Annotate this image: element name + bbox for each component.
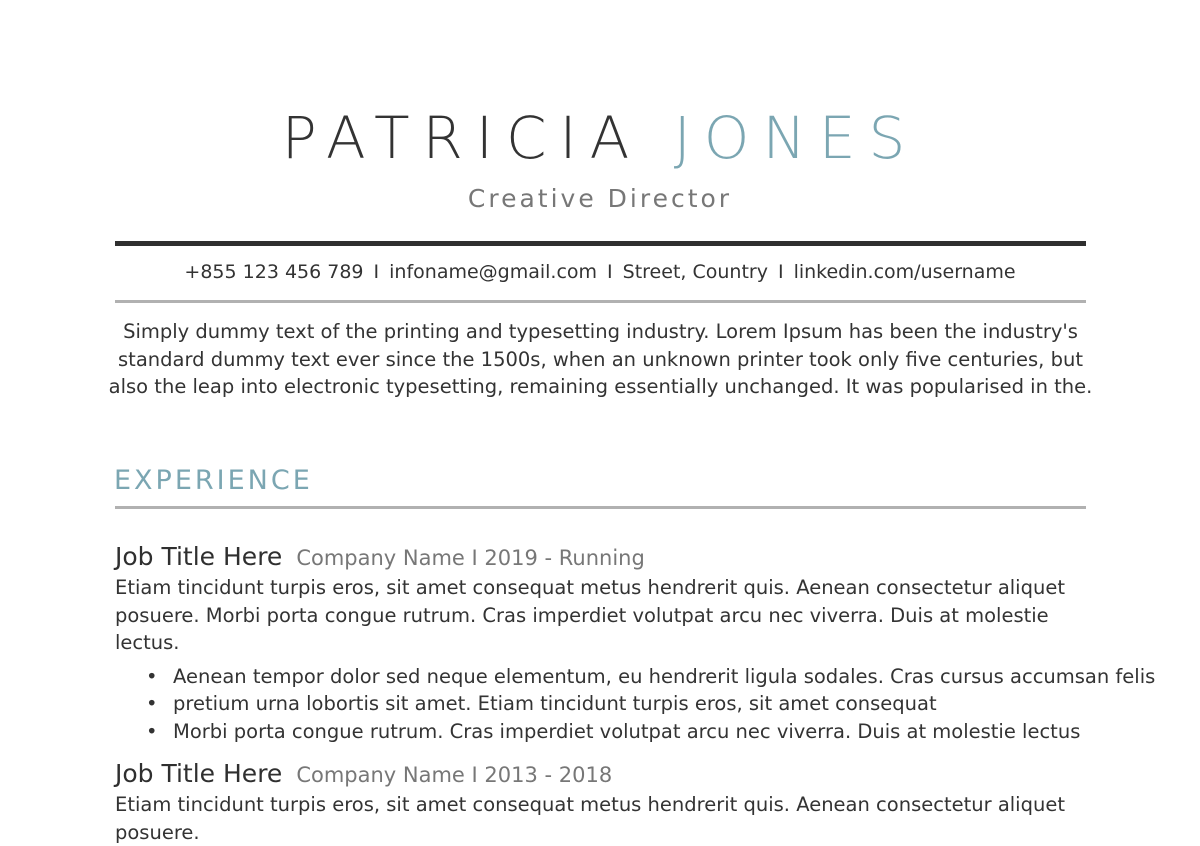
- last-name: JONES: [673, 104, 919, 172]
- job-description: Etiam tincidunt turpis eros, sit amet consequat metus hendrerit quis. Aenean consectetur aliquet posuere. Morbi porta congue rutrum. Cras imperdiet volutpat arcu nec viverra. Duis at molestie lectus.: [115, 576, 1065, 654]
- job-bullet-list: [115, 663, 1156, 746]
- job-role-title: Creative Director: [467, 184, 733, 213]
- job-bullet: [115, 690, 1105, 718]
- job-bullet: [115, 718, 1105, 746]
- job-header: [115, 757, 1105, 794]
- contact-separator: I: [607, 261, 613, 283]
- job-title: Job Title Here: [115, 542, 283, 571]
- job-company: Company Name I 2013 - 2018: [296, 763, 613, 787]
- contact-divider: [115, 300, 1086, 303]
- contact-linkedin: linkedin.com/username: [793, 261, 1016, 283]
- bullet-icon: •: [146, 719, 158, 743]
- contact-separator: I: [373, 261, 380, 283]
- first-name: PATRICIA: [281, 104, 643, 172]
- experience-heading: EXPERIENCE: [114, 465, 313, 496]
- job-bullet-text: Aenean tempor dolor sed neque elementum, eu hendrerit ligula sodales. Cras cursus accumsan felis: [173, 664, 1156, 688]
- contact-email: infoname@gmail.com: [389, 261, 598, 283]
- job-bullet-text: pretium urna lobortis sit amet. Etiam tincidunt turpis eros, sit amet consequat: [173, 692, 937, 715]
- job-entry: [115, 757, 1105, 846]
- job-bullet: [115, 663, 1156, 691]
- header-divider: [115, 241, 1086, 246]
- experience-divider: [115, 506, 1086, 509]
- bullet-icon: •: [146, 692, 158, 715]
- contact-line: [0, 258, 1200, 286]
- profile-summary: Simply dummy text of the printing and typesetting industry. Lorem Ipsum has been the industry's standard dummy text ever since the 1500s, when an unknown printer took only five centuries, but also the leap into electronic typesetting, remaining essentially unchanged. It was popularised in the.: [108, 320, 1093, 398]
- job-entry: [115, 540, 1156, 745]
- bullet-icon: •: [146, 664, 158, 688]
- contact-address: Street, Country: [622, 261, 768, 283]
- job-title: Job Title Here: [115, 759, 283, 788]
- contact-separator: I: [777, 261, 784, 283]
- contact-phone: +855 123 456 789: [184, 261, 364, 283]
- job-header: [115, 540, 1105, 577]
- candidate-name: [0, 103, 1200, 173]
- job-company: Company Name I 2019 - Running: [296, 546, 645, 570]
- job-bullet-text: Morbi porta congue rutrum. Cras imperdiet volutpat arcu nec viverra. Duis at molestie lectus: [173, 719, 1081, 743]
- job-description: Etiam tincidunt turpis eros, sit amet consequat metus hendrerit quis. Aenean consectetur aliquet posuere.: [115, 793, 1065, 844]
